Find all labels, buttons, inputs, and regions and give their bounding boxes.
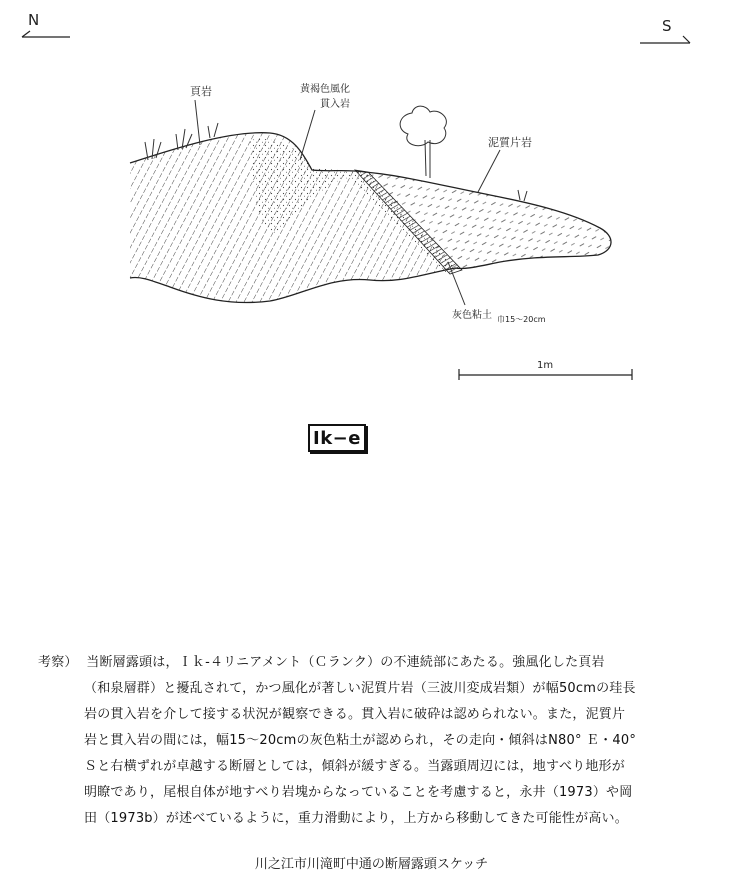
north-label: N — [28, 11, 40, 29]
figure-caption: 川之江市川滝町中通の断層露頭スケッチ — [254, 857, 489, 872]
shale-label: 頁岩 — [190, 85, 212, 98]
discussion-line: 考察） 当断層露頭は，Ｉｋ-４リニアメント（Ｃランク）の不連続部にあたる。強風化した頁岩 — [38, 655, 605, 670]
discussion-line: 明瞭であり，尾根自体が地すべり岩塊からなっていることを考慮すると，永井（1973）や岡 — [84, 785, 633, 800]
intrusive-label-line1: 黄褐色風化 — [300, 84, 350, 95]
clay-width-label: 巾15～20cm — [497, 315, 546, 324]
shale-leader — [195, 100, 200, 145]
discussion-line: 田（1973b）が述べているように，重力滑動により，上方から移動してきた可能性が高い。 — [84, 811, 628, 826]
outcrop-id-label: Ik−e — [308, 424, 366, 452]
discussion-heading: 考察） — [38, 655, 78, 670]
schist-leader — [478, 150, 500, 192]
discussion-text — [38, 650, 718, 832]
intrusive-label-line2: 貫入岩 — [320, 99, 350, 110]
north-arrow-icon — [22, 31, 70, 37]
discussion-line: 岩と貫入岩の間には，幅15～20cmの灰色粘土が認められ，その走向・傾斜はN80° Ｅ・40° — [84, 733, 637, 748]
tree-icon — [400, 106, 446, 178]
intrusive-leader — [300, 110, 315, 160]
south-label: S — [662, 17, 672, 35]
discussion-line: Ｓと右横ずれが卓越する断層としては，傾斜が緩すぎる。当露頭周辺には，地すべり地形が — [84, 759, 625, 774]
clay-label: 灰色粘土 — [452, 310, 492, 321]
discussion-line: （和泉層群）と擾乱されて，かつ風化が著しい泥質片岩（三波川変成岩類）が幅50cmの珪長 — [84, 681, 636, 696]
schist-label: 泥質片岩 — [488, 136, 532, 149]
south-arrow-icon — [640, 36, 690, 43]
scale-label: 1m — [537, 360, 554, 371]
discussion-line: 岩の貫入岩を介して接する状況が観察できる。貫入岩に破砕は認められない。また，泥質片 — [84, 707, 626, 722]
outcrop-sketch — [0, 0, 733, 400]
